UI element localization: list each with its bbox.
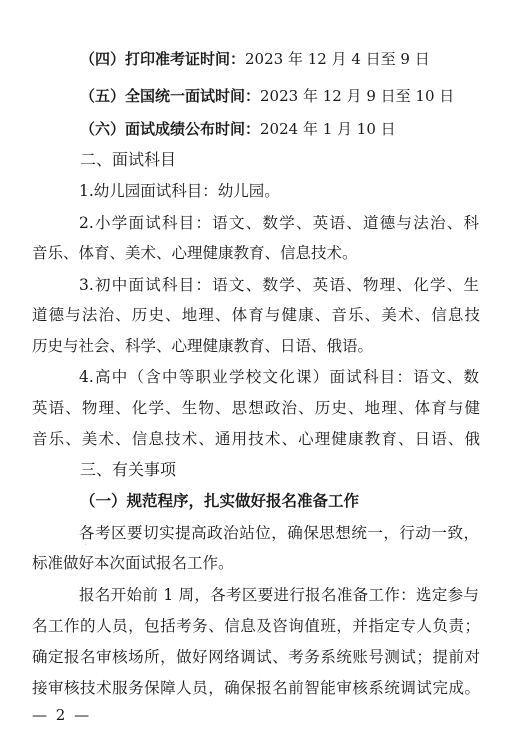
schedule-label: （四）打印准考证时间： — [80, 50, 246, 68]
schedule-value: 2023 年 12 月 9 日至 10 日 — [260, 87, 455, 105]
subject-line-primary-cont: 音乐、体育、美术、心理健康教育、信息技术。 — [32, 244, 358, 262]
subject-line-junior-cont: 道德与法治、历史、地理、体育与健康、音乐、美术、信息技 — [32, 306, 480, 324]
schedule-item-interview-time — [80, 86, 454, 106]
sub-heading-registration-prep: （一）规范程序，扎实做好报名准备工作 — [80, 492, 360, 510]
paragraph-line: 名工作的人员，包括考务、信息及咨询值班，并指定专人负责； — [32, 617, 480, 635]
paragraph-line: 各考区要切实提高政治站位，确保思想统一，行动一致， — [79, 524, 479, 542]
page-number: — 2 — — [32, 706, 92, 724]
subject-line-junior: 3.初中面试科目：语文、数学、英语、物理、化学、生 — [79, 276, 479, 294]
subject-line-primary: 2.小学面试科目：语文、数学、英语、道德与法治、科 — [79, 214, 479, 232]
subject-line-senior-cont: 音乐、美术、信息技术、通用技术、心理健康教育、日语、俄 — [32, 430, 480, 448]
schedule-value: 2024 年 1 月 10 日 — [260, 120, 396, 138]
paragraph-line: 接审核技术服务保障人员，确保报名前智能审核系统调试完成。 — [32, 679, 480, 697]
paragraph-line: 确定报名审核场所，做好网络调试、考务系统账号测试；提前对 — [32, 648, 480, 666]
subject-line-senior: 4.高中（含中等职业学校文化课）面试科目：语文、数 — [79, 368, 479, 386]
subject-line-junior-cont: 历史与社会、科学、心理健康教育、日语、俄语。 — [32, 337, 374, 355]
paragraph-line: 报名开始前 1 周，各考区要进行报名准备工作：选定参与 — [79, 586, 479, 604]
subject-line-senior-cont: 英语、物理、化学、生物、思想政治、历史、地理、体育与健 — [32, 399, 480, 417]
paragraph-line: 标准做好本次面试报名工作。 — [32, 554, 234, 572]
schedule-label: （六）面试成绩公布时间： — [80, 120, 261, 138]
schedule-value: 2023 年 12 月 4 日至 9 日 — [245, 50, 430, 68]
section-heading-related-matters: 三、有关事项 — [80, 460, 177, 479]
subject-line-kindergarten: 1.幼儿园面试科目：幼儿园。 — [79, 182, 280, 200]
schedule-item-results-time — [80, 119, 396, 139]
section-heading-interview-subjects: 二、面试科目 — [80, 150, 177, 169]
schedule-item-print-admission — [80, 49, 430, 69]
schedule-label: （五）全国统一面试时间： — [80, 87, 261, 105]
